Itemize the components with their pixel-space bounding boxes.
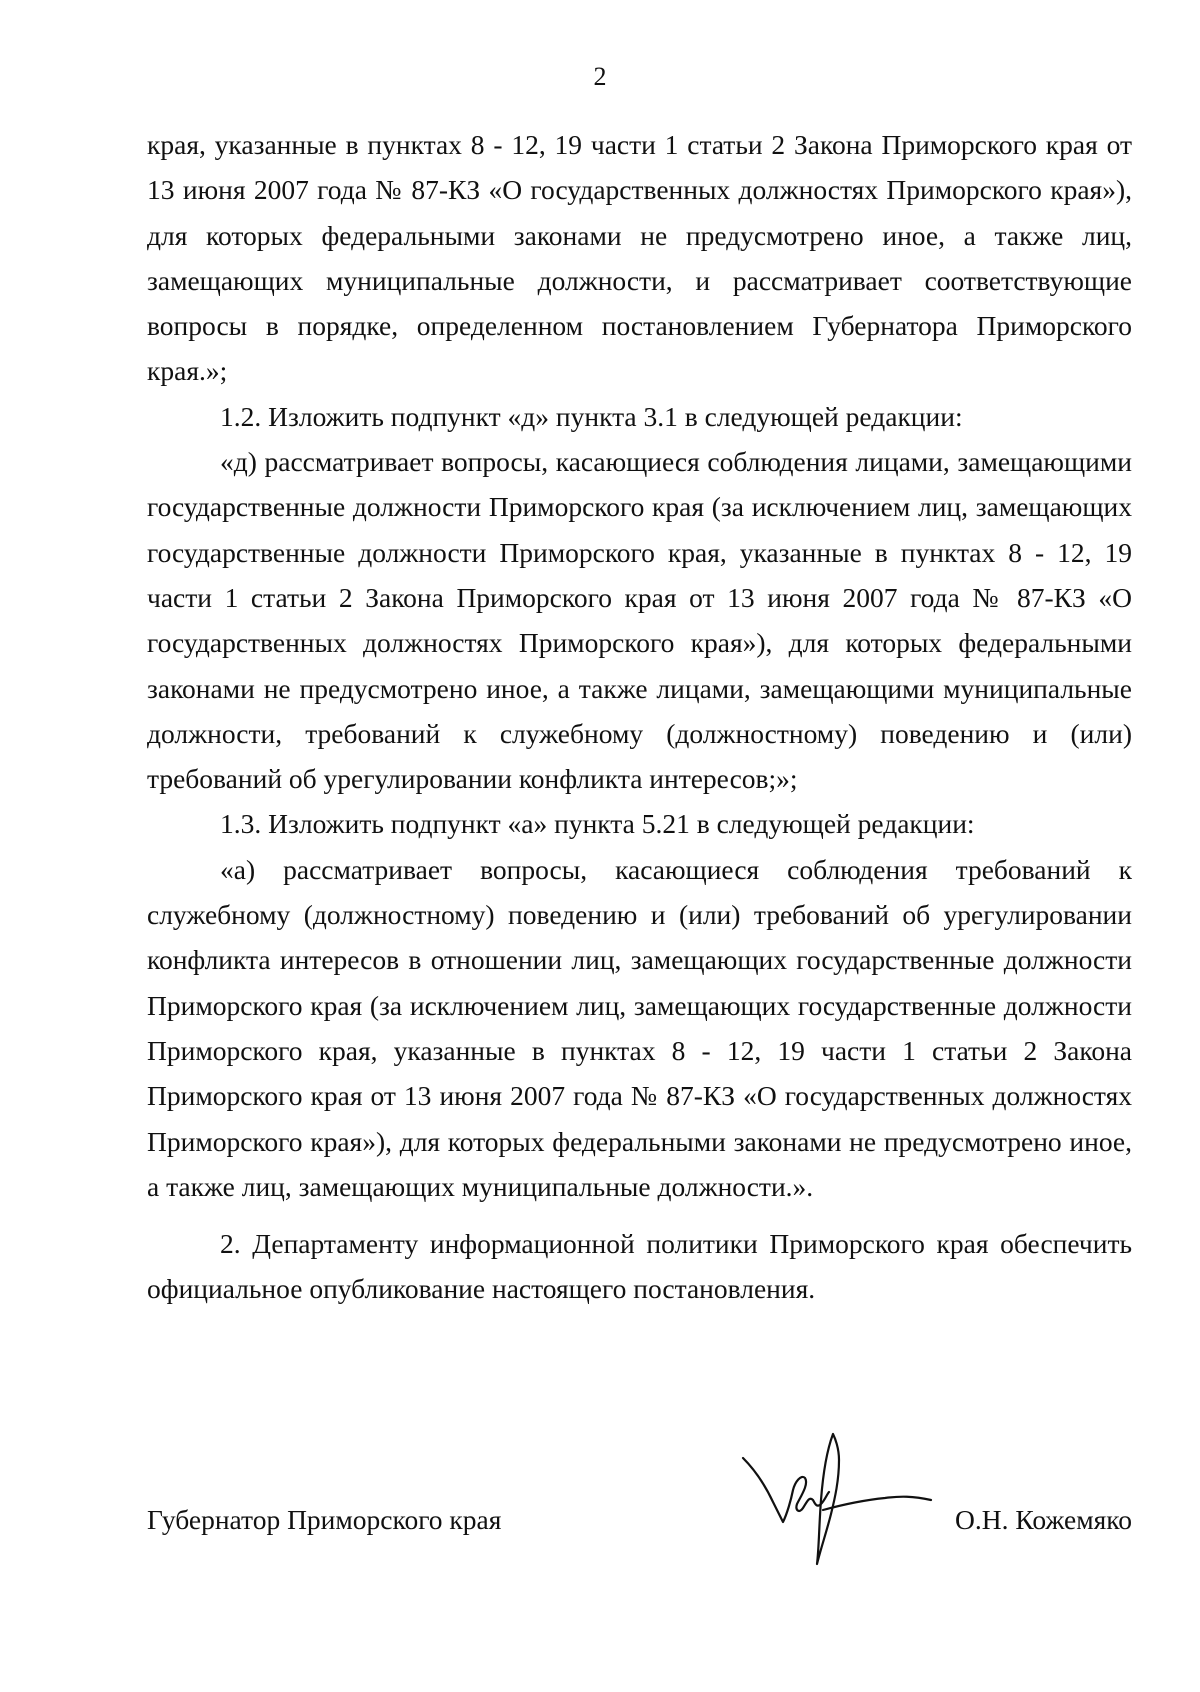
paragraph-item-1-2: 1.2. Изложить подпункт «д» пункта 3.1 в следующей редакции: — [220, 400, 963, 432]
paragraph-item-2: 2. Департаменту информационной политики Приморского края обеспечить официальное опубликование настоящего постановления. — [147, 1228, 1132, 1305]
signatory-name: О.Н. Кожемяко — [955, 1504, 1132, 1535]
paragraph-subitem-a: «а) рассматривает вопросы, касающиеся соблюдения требований к служебному (должностному) поведению и (или) требований об урегулировании конфликта интересов в отношении лиц, замещающих государственные должности Приморского края (за исключением лиц, замещающих государственные должности Приморского края, указанные в пунктах 8 - 12, 19 части 1 статьи 2 Закона Приморского края от 13 июня 2007 года № 87-КЗ «О государственных должностях Приморского края»), для которых федеральными законами не предусмотрено иное, а также лиц, замещающих муниципальные должности.». — [147, 853, 1132, 1202]
page-number: 2 — [593, 62, 607, 91]
paragraph-subitem-d: «д) рассматривает вопросы, касающиеся соблюдения лицами, замещающими государственные должности Приморского края (за исключением лиц, замещающих государственные должности Приморского края, указанные в пунктах 8 - 12, 19 части 1 статьи 2 Закона Приморского края от 13 июня 2007 года № 87-КЗ «О государственных должностях Приморского края»), для которых федеральными законами не предусмотрено иное, а также лицами, замещающими муниципальные должности, требований к служебному (должностному) поведению и (или) требований об урегулировании конфликта интересов;»; — [147, 446, 1132, 795]
signature-block — [147, 1500, 1132, 1550]
signatory-position: Губернатор Приморского края — [147, 1504, 502, 1535]
document-body — [147, 122, 1132, 1312]
paragraph-continuation: края, указанные в пунктах 8 - 12, 19 части 1 статьи 2 Закона Приморского края от 13 июня 2007 года № 87-КЗ «О государственных должностях Приморского края»), для которых федеральными законами не предусмотрено иное, а также лиц, замещающих муниципальные должности, и рассматривает соответствующие вопросы в порядке, определенном постановлением Губернатора Приморского края.»; — [147, 129, 1132, 387]
paragraph-item-1-3: 1.3. Изложить подпункт «а» пункта 5.21 в следующей редакции: — [220, 808, 975, 840]
